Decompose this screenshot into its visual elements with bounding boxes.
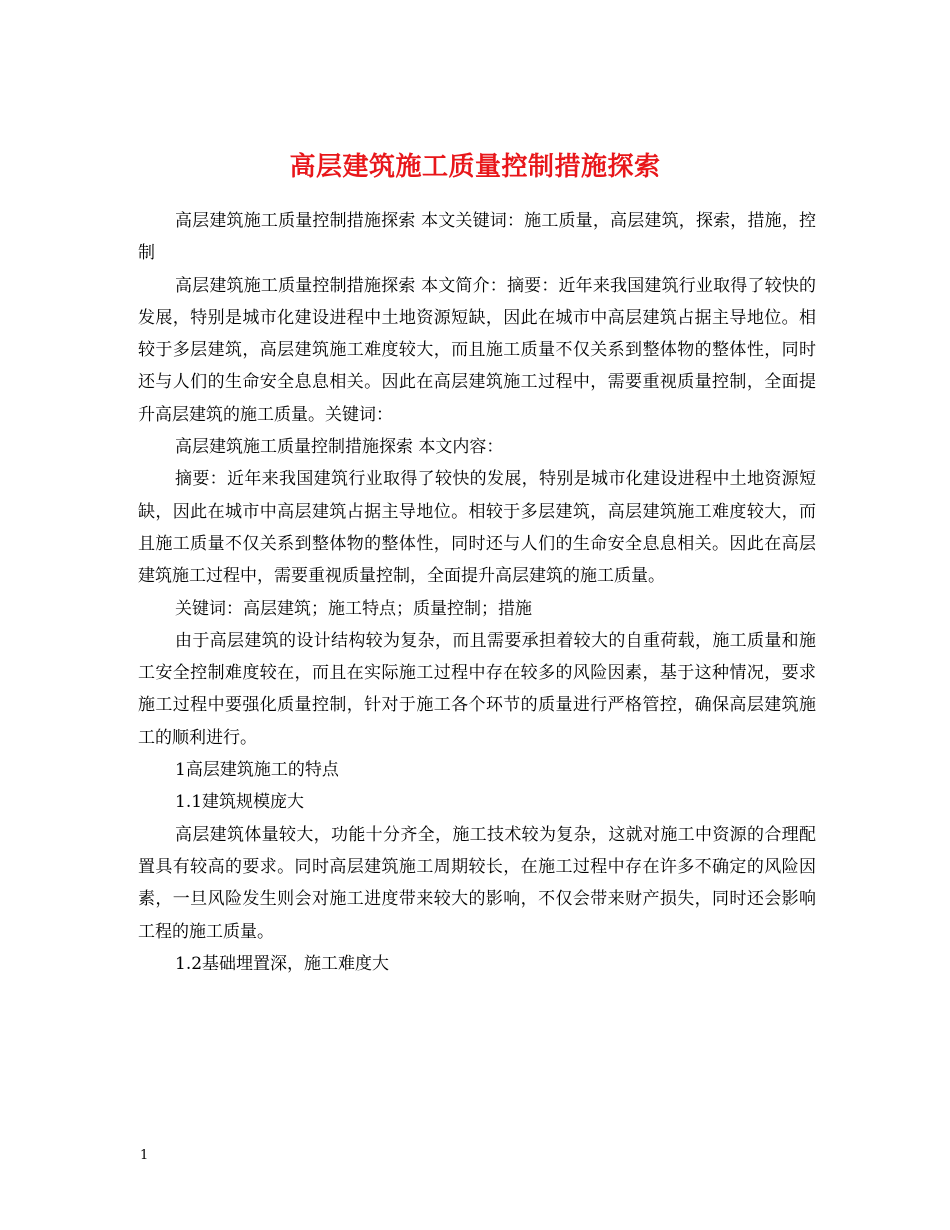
document-title: 高层建筑施工质量控制措施探索 [289,152,661,183]
paragraph-section-1-1: 高层建筑体量较大，功能十分齐全，施工技术较为复杂，这就对施工中资源的合理配置具有较高的要求。同时高层建筑施工周期较长，在施工过程中存在许多不确定的风险因素，一旦风险发生则会对施工进度带来较大的影响，不仅会带来财产损失，同时还会影响工程的施工质量。 [138,824,816,942]
paragraph-content-heading: 高层建筑施工质量控制措施探索 本文内容： [175,437,504,458]
page-number: 1 [140,1148,149,1163]
section-heading-1: 1高层建筑施工的特点 [175,760,339,781]
document-body [138,205,816,980]
paragraph-abstract: 摘要：近年来我国建筑行业取得了较快的发展，特别是城市化建设进程中土地资源短缺，因此在城市中高层建筑占据主导地位。相较于多层建筑，高层建筑施工难度较大，而且施工质量不仅关系到整体物的整体性，同时还与人们的生命安全息息相关。因此在高层建筑施工过程中，需要重视质量控制，全面提升高层建筑的施工质量。 [138,469,816,587]
paragraph-summary: 高层建筑施工质量控制措施探索 本文简介：摘要：近年来我国建筑行业取得了较快的发展，特别是城市化建设进程中土地资源短缺，因此在城市中高层建筑占据主导地位。相较于多层建筑，高层建筑施工难度较大，而且施工质量不仅关系到整体物的整体性，同时还与人们的生命安全息息相关。因此在高层建筑施工过程中，需要重视质量控制，全面提升高层建筑的施工质量。关键词： [138,275,816,425]
subsection-heading-1-2: 1.2基础埋置深，施工难度大 [175,953,390,974]
paragraph-intro: 由于高层建筑的设计结构较为复杂，而且需要承担着较大的自重荷载，施工质量和施工安全控制难度较在，而且在实际施工过程中存在较多的风险因素，基于这种情况，要求施工过程中要强化质量控制，针对于施工各个环节的质量进行严格管控，确保高层建筑施工的顺利进行。 [138,630,816,748]
paragraph-keywords: 高层建筑施工质量控制措施探索 本文关键词：施工质量，高层建筑，探索，措施，控制 [138,211,816,264]
paragraph-keyword-list: 关键词：高层建筑；施工特点；质量控制；措施 [175,598,532,619]
subsection-heading-1-1: 1.1建筑规模庞大 [175,792,305,813]
